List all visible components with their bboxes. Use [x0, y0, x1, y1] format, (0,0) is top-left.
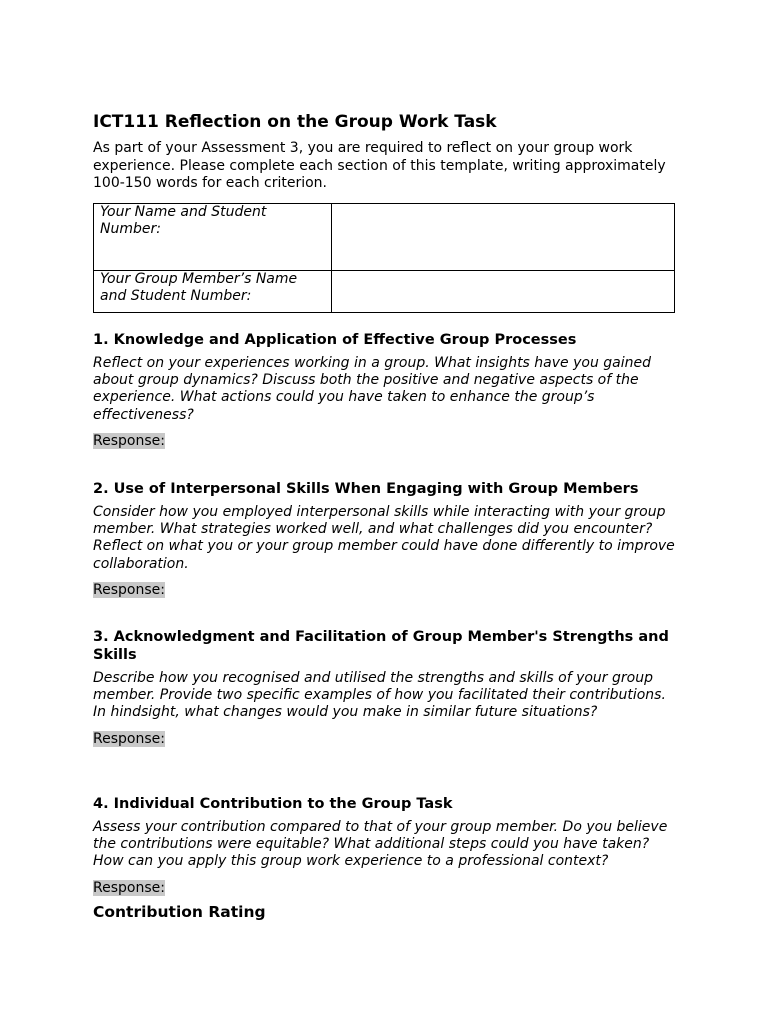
section-4	[93, 795, 675, 896]
intro-paragraph: As part of your Assessment 3, you are required to reflect on your group work experience. Please complete each section of this template, writing approximately 100-150 words for each criterion.	[93, 140, 666, 191]
response-field[interactable]: Response:	[93, 730, 165, 747]
section-prompt: Describe how you recognised and utilised the strengths and skills of your group member. Provide two specific examples of how you facilitated their contributions. In hindsight, what changes would you make in similar future situations?	[93, 670, 666, 721]
table-row	[94, 270, 675, 312]
section-heading: 4. Individual Contribution to the Group Task	[93, 796, 453, 812]
section-heading: 2. Use of Interpersonal Skills When Engaging with Group Members	[93, 481, 639, 497]
response-field[interactable]: Response:	[93, 432, 165, 449]
section-1	[93, 331, 675, 449]
name-value-cell[interactable]	[332, 203, 675, 270]
section-2	[93, 480, 675, 598]
section-heading: 3. Acknowledgment and Facilitation of Group Member's Strengths and Skills	[93, 629, 669, 663]
contribution-rating-heading: Contribution Rating	[93, 903, 266, 921]
student-info-table	[93, 203, 675, 313]
section-prompt: Consider how you employed interpersonal skills while interacting with your group member. What strategies worked well, and what challenges did you encounter? Reflect on what you or your group member could have done differently to improve collaboration.	[93, 504, 675, 572]
name-label-cell: Your Name and Student Number:	[94, 203, 332, 270]
page-title: ICT111 Reflection on the Group Work Task	[93, 112, 497, 132]
section-prompt: Assess your contribution compared to that of your group member. Do you believe the contributions were equitable? What additional steps could you have taken? How can you apply this group work experience to a professional context?	[93, 819, 668, 870]
document-page	[93, 110, 675, 921]
group-member-value-cell[interactable]	[332, 270, 675, 312]
group-member-label-cell: Your Group Member’s Name and Student Number:	[94, 270, 332, 312]
section-3	[93, 628, 675, 747]
table-row	[94, 203, 675, 270]
section-heading: 1. Knowledge and Application of Effective Group Processes	[93, 332, 577, 348]
section-prompt: Reflect on your experiences working in a group. What insights have you gained about group dynamics? Discuss both the positive and negative aspects of the experience. What actions could you have taken to enhance the group’s effectiveness?	[93, 355, 652, 423]
response-field[interactable]: Response:	[93, 581, 165, 598]
response-field[interactable]: Response:	[93, 879, 165, 896]
